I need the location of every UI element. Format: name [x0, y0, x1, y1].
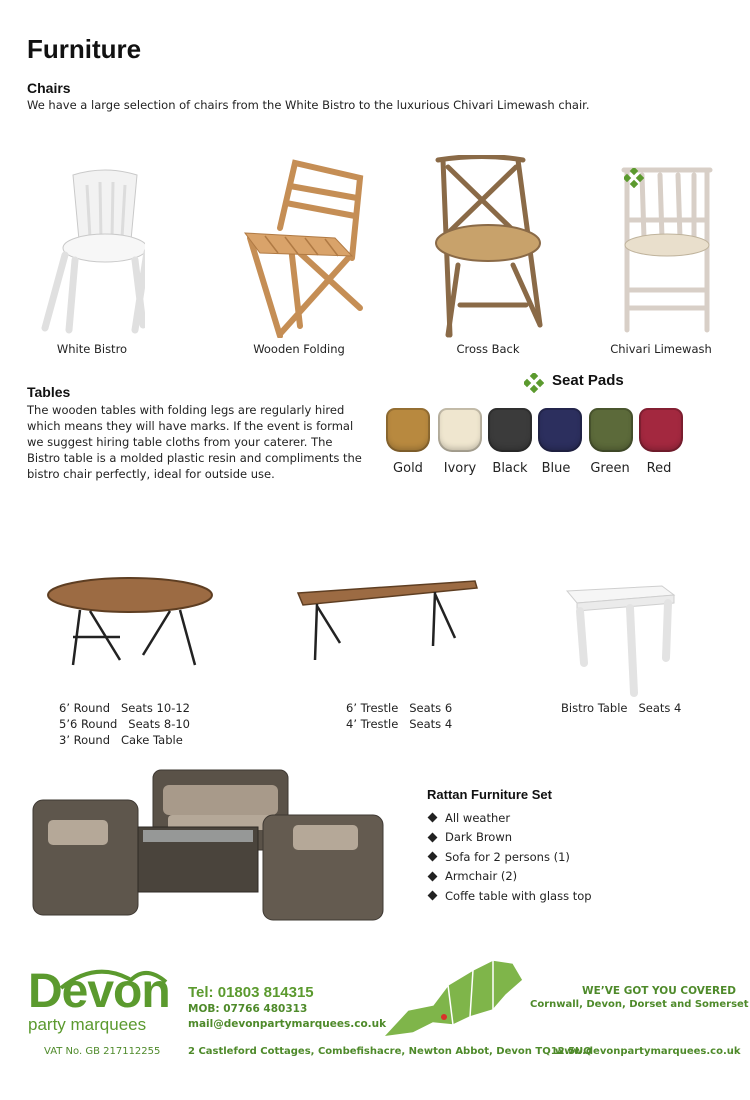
chairs-intro: We have a large selection of chairs from the White Bistro to the luxurious Chivari Limewash chair.: [27, 98, 590, 112]
location-marker-icon: [441, 1014, 447, 1020]
white-bistro-chair-image: [35, 160, 145, 335]
bullet-diamond-icon: [428, 891, 438, 901]
devon-logo: [28, 960, 170, 1034]
round-table-line: 3’ Round Cake Table: [59, 733, 183, 747]
seat-pad-blue: [538, 408, 582, 452]
list-item: [427, 808, 592, 828]
round-table-caption: [59, 700, 190, 748]
logo-main-text: Devon: [28, 965, 170, 1018]
address: 2 Castleford Cottages, Combefishacre, Newton Abbot, Devon TQ12 5UQ: [188, 1046, 592, 1057]
bullet-diamond-icon: [428, 813, 438, 823]
coverage-title: WE’VE GOT YOU COVERED: [582, 985, 737, 997]
tables-description-line: bistro chair perfectly, ideal for outside use.: [27, 467, 275, 481]
page-title: Furniture: [27, 34, 142, 64]
email-link[interactable]: mail@devonpartymarquees.co.uk: [188, 1018, 387, 1030]
wooden-folding-chair-image: [240, 158, 370, 338]
bistro-table-caption: Bistro Table Seats 4: [561, 701, 682, 715]
seat-pad-label: Gold: [393, 461, 423, 476]
rattan-feature-list: [427, 808, 592, 906]
mobile: MOB: 07766 480313: [188, 1003, 308, 1015]
list-item: [427, 847, 592, 867]
website-link[interactable]: www.devonpartymarquees.co.uk: [555, 1046, 741, 1057]
rattan-feature: All weather: [445, 810, 511, 825]
tables-description-line: Bistro table is a molded plastic resin and compliments the: [27, 451, 362, 465]
marquee-roof-icon: [56, 960, 196, 990]
round-table-image: [45, 575, 215, 670]
list-item: [427, 867, 592, 887]
chair-caption-chivari-limewash: Chivari Limewash: [610, 342, 712, 356]
trestle-table-line: 4’ Trestle Seats 4: [346, 717, 453, 731]
tables-description-line: The wooden tables with folding legs are regularly hired: [27, 403, 345, 417]
four-diamond-icon: [624, 168, 644, 188]
seat-pad-green: [589, 408, 633, 452]
rattan-feature: Dark Brown: [445, 830, 513, 845]
rattan-furniture-image: [28, 765, 388, 925]
trestle-table-caption: [346, 700, 452, 732]
round-table-line: 5’6 Round Seats 8-10: [59, 717, 190, 731]
bullet-diamond-icon: [428, 871, 438, 881]
chair-caption-cross-back: Cross Back: [456, 342, 520, 356]
seat-pad-red: [639, 408, 683, 452]
seat-pad-label: Ivory: [443, 461, 477, 476]
round-table-line: 6’ Round Seats 10-12: [59, 701, 190, 715]
rattan-feature: Coffe table with glass top: [445, 888, 592, 903]
four-diamond-icon: [524, 373, 544, 393]
tables-description-line: we suggest hiring table cloths from your caterer. The: [27, 435, 333, 449]
seat-pad-label: Blue: [541, 461, 571, 476]
seat-pad-gold: [386, 408, 430, 452]
seat-pad-black: [488, 408, 532, 452]
rattan-feature: Armchair (2): [445, 869, 518, 884]
trestle-table-image: [295, 578, 480, 663]
logo-sub-text: party marquees: [28, 1015, 147, 1034]
telephone: Tel: 01803 814315: [188, 984, 314, 1001]
bullet-diamond-icon: [428, 832, 438, 842]
seat-pads-heading: Seat Pads: [552, 372, 624, 389]
seat-pad-label: Red: [646, 461, 672, 476]
tables-heading: Tables: [27, 384, 71, 400]
bistro-table-image: [562, 583, 677, 698]
list-item: [427, 886, 592, 906]
chair-caption-wooden-folding: Wooden Folding: [253, 342, 345, 356]
chairs-heading: Chairs: [27, 80, 71, 96]
south-west-map-image: [378, 955, 528, 1045]
coverage-areas: Cornwall, Devon, Dorset and Somerset: [530, 999, 749, 1010]
chair-caption-white-bistro: White Bistro: [56, 342, 128, 356]
seat-pad-label: Green: [590, 461, 630, 476]
tables-description-line: which means they will have marks. If the event is formal: [27, 419, 354, 433]
list-item: [427, 828, 592, 848]
seat-pad-label: Black: [492, 461, 528, 476]
vat-number: VAT No. GB 217112255: [44, 1046, 161, 1057]
bullet-diamond-icon: [428, 852, 438, 862]
rattan-heading: Rattan Furniture Set: [427, 787, 552, 802]
seat-pad-ivory: [438, 408, 482, 452]
cross-back-chair-image: [428, 155, 548, 340]
rattan-feature: Sofa for 2 persons (1): [445, 849, 570, 864]
trestle-table-line: 6’ Trestle Seats 6: [346, 701, 453, 715]
tables-description: [27, 402, 367, 482]
